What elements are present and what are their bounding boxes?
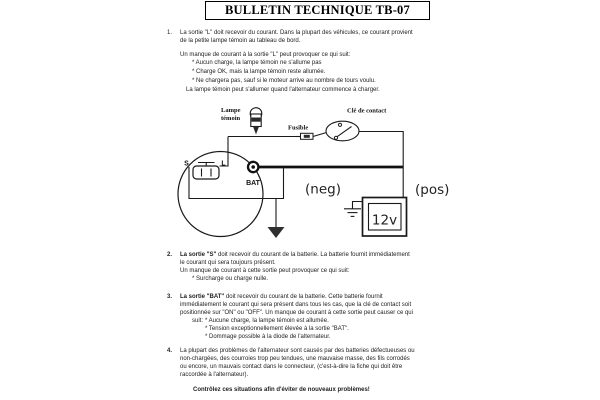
item3-bullet: * Tension exceptionnellement élevée à la sortie "BAT".: [205, 326, 349, 332]
item1-line: La sortie "L" doit recevoir du courant. Dans la plupart des véhicules, ce courant provient: [180, 30, 413, 36]
wire-key-battery: [359, 132, 403, 198]
item3-line: [180, 294, 383, 301]
circuit-diagram: [150, 100, 480, 248]
lamp-label-line1: Lampe: [221, 107, 241, 114]
item3-suit: suit:: [192, 318, 204, 324]
terminal-l-label: L: [221, 160, 226, 168]
item4-closing: Contrôlez ces situations afin d'éviter de nouveaux problèmes!: [193, 387, 370, 393]
terminal-bat-label: BAT: [246, 180, 260, 187]
item4-line: La plupart des problèmes de l'alternateur sont causés par des batteries défectueuses ou: [180, 348, 415, 354]
key-label: Clé de contact: [347, 107, 387, 115]
item1-bullet: * Ne chargera pas, sauf si le moteur arrive au nombre de tours voulu.: [192, 78, 376, 84]
warning-lamp-icon: [250, 108, 262, 135]
alternator-ground-icon: [268, 199, 285, 239]
item2-lead-bold: La sortie "S": [180, 252, 217, 258]
item1-paragraph: Un manque de courant à la sortie "L" peut provoquer ce qui suit:: [180, 52, 351, 58]
battery-ground-icon: [344, 202, 363, 217]
item3-lead-rest: doit recevoir du courant de la batterie. Cette batterie fournit: [224, 294, 383, 300]
item1-bullet: * Aucun charge, la lampe témoin ne s'allume pas: [192, 60, 322, 66]
item3-lead-bold: La sortie "BAT": [180, 294, 225, 300]
terminal-s-label: S: [184, 160, 189, 168]
item1-line: de la petite lampe témoin au tableau de bord.: [180, 38, 301, 44]
ignition-switch-icon: [326, 121, 359, 141]
fuse-label: Fusible: [288, 124, 309, 132]
fuse-icon: [296, 133, 327, 140]
item2-number: 2.: [167, 252, 173, 258]
item3-bullet: * Aucune charge, la lampe témoin est allumée.: [205, 318, 329, 324]
item4-line: raccordée à l'alternateur).: [180, 372, 249, 378]
item1-closing: La lampe témoin peut s'allumer quand l'alternateur commence à charger.: [186, 87, 380, 93]
item2-line: [180, 252, 410, 259]
lamp-label-line2: témoin: [221, 115, 241, 122]
item3-line: positionnée sur "ON" ou "OFF". Un manque de courant à cette sortie peut causer ce qui: [180, 310, 413, 316]
item2-line: le courant qui sera toujours présent.: [180, 260, 276, 266]
battery-voltage-label: 12v: [371, 212, 398, 229]
page-title: BULLETIN TECHNIQUE TB-07: [225, 3, 410, 17]
item3-number: 3.: [167, 294, 173, 300]
neg-label: (neg): [305, 181, 341, 198]
title-box: [205, 1, 430, 20]
item3-line: immédiatement le courant qui sera présent dans tous les cas, que la clé de contact soit: [180, 302, 412, 308]
item2-line: Un manque de courant à cette sortie peut provoquer ce qui suit:: [180, 268, 350, 274]
pos-label: (pos): [415, 182, 450, 198]
item2-lead-rest: doit recevoir du courant de la batterie. La batterie fournit immédiatement: [216, 252, 410, 258]
item2-bullet: * Surcharge ou charge nulle.: [192, 276, 269, 282]
item4-line: non-chargées, des courroies trop peu tendues, une mauvaise masse, des fils corrodés: [180, 356, 410, 362]
item3-bullet: * Dommage possible à la diode de l'alternateur.: [205, 334, 331, 340]
item4-number: 4.: [167, 348, 173, 354]
item1-number: 1.: [167, 30, 173, 36]
bat-terminal-icon: [248, 162, 258, 172]
item1-bullet: * Charge OK, mais la lampe témoin reste allumée.: [192, 69, 326, 75]
item4-line: ou encore, un mauvais contact dans le connecteur, (c'est-à-dire la fiche qui doit être: [180, 364, 403, 370]
connector-plug: [193, 163, 219, 180]
